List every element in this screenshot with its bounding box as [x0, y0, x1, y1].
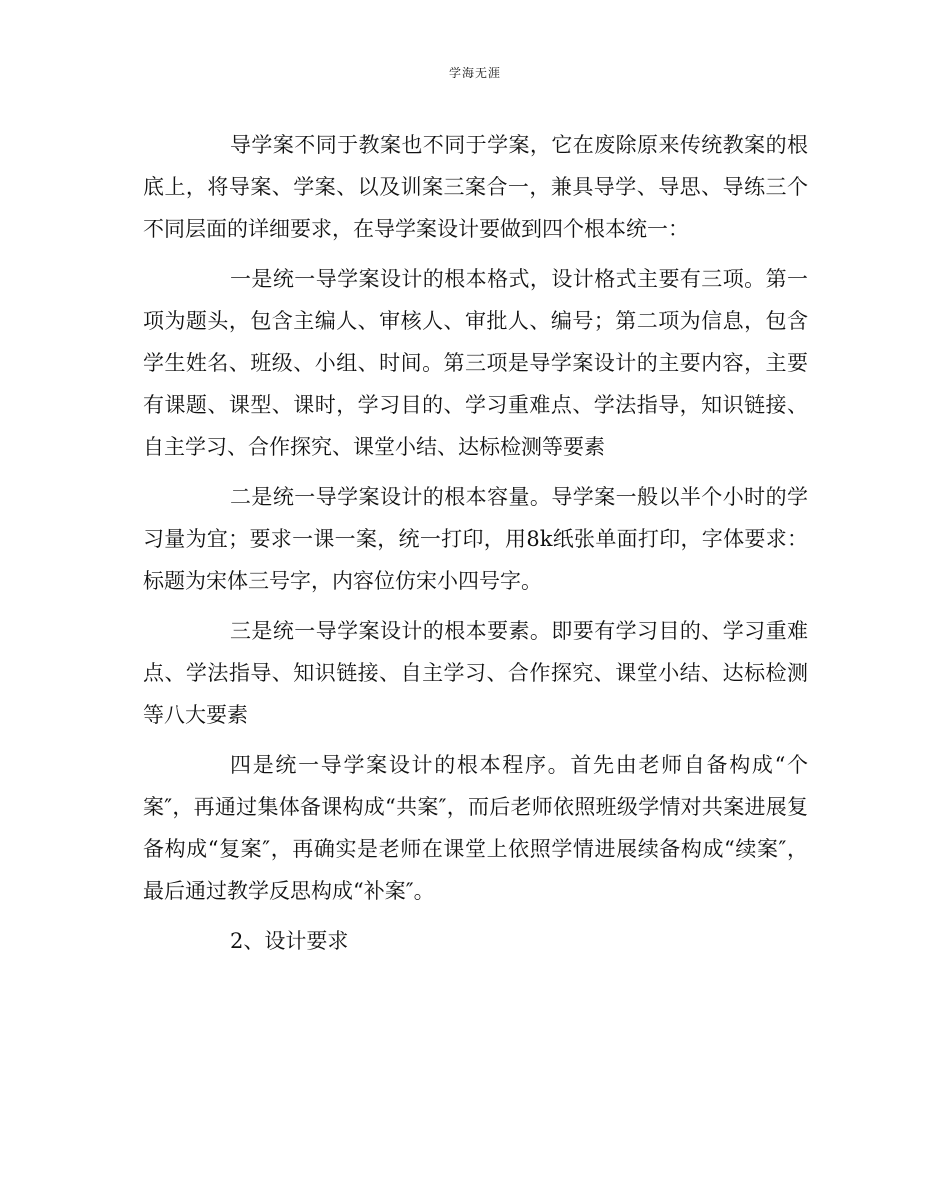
document-body	[143, 124, 808, 962]
paragraph-capacity: 二是统一导学案设计的根本容量。导学案一般以半个小时的学习量为宜；要求一课一案，统一打印，用8k纸张单面打印，字体要求：标题为宋体三号字，内容位仿宋小四号字。	[143, 485, 808, 593]
page-header: 学海无涯	[448, 66, 501, 80]
section-heading: 2、设计要求	[230, 929, 349, 953]
paragraph-procedure: 四是统一导学案设计的根本程序。首先由老师自备构成“个案″，再通过集体备课构成“共案″，而后老师依照班级学情对共案进展复备构成“复案″，再确实是老师在课堂上依照学情进展续备构成“续案″，最后通过教学反思构成“补案″。	[143, 753, 808, 903]
paragraph-format: 一是统一导学案设计的根本格式，设计格式主要有三项。第一项为题头，包含主编人、审核人、审批人、编号；第二项为信息，包含学生姓名、班级、小组、时间。第三项是导学案设计的主要内容，主要有课题、课型、课时，学习目的、学习重难点、学法指导，知识链接、自主学习、合作探究、课堂小结、达标检测等要素	[143, 267, 808, 459]
paragraph-intro: 导学案不同于教案也不同于学案，它在废除原来传统教案的根底上，将导案、学案、以及训案三案合一，兼具导学、导思、导练三个不同层面的详细要求，在导学案设计要做到四个根本统一：	[143, 133, 808, 241]
paragraph-elements: 三是统一导学案设计的根本要素。即要有学习目的、学习重难点、学法指导、知识链接、自主学习、合作探究、课堂小结、达标检测等八大要素	[143, 619, 808, 727]
